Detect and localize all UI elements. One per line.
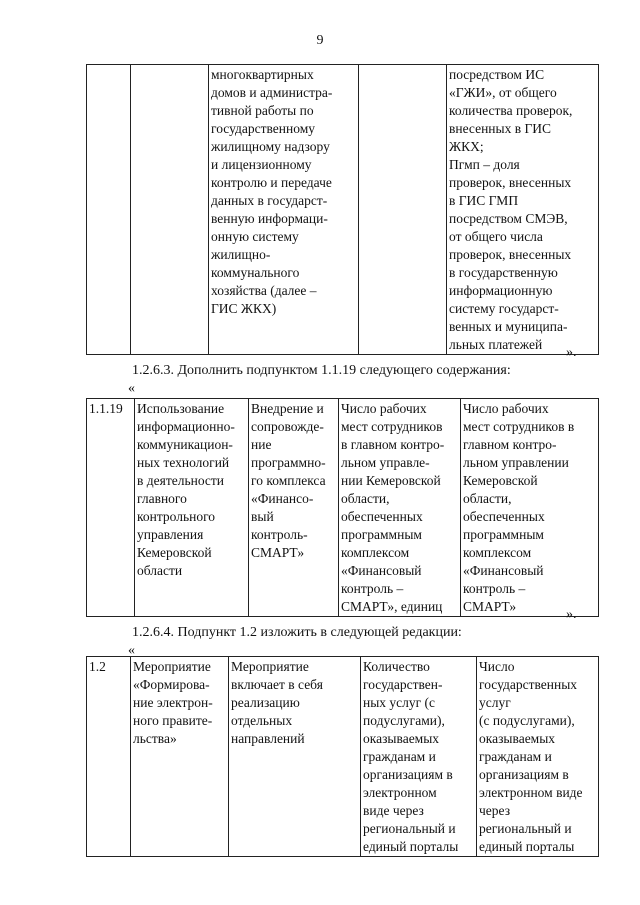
closing-quote: ».: [566, 345, 577, 360]
opening-quote: «: [128, 643, 135, 658]
table-cell: Число рабочих мест сотрудников в главном контро- льном управле- нии Кемеровской области, обеспеченных программным комплексом «Финансовый контроль – СМАРТ», единиц: [339, 399, 461, 617]
table-cell: 1.2: [87, 657, 131, 857]
table-row: [87, 65, 599, 355]
table-continuation: [86, 64, 599, 355]
table-cell: Мероприятие включает в себя реализацию отдельных направлений: [229, 657, 361, 857]
table-cell: Число государственных услуг (с подуслугами), оказываемых гражданам и организациям в электронном виде через региональный и единый порталы: [477, 657, 599, 857]
table-cell: Использование информационно- коммуникацион- ных технологий в деятельности главного контрольного управления Кемеровской области: [135, 399, 249, 617]
paragraph-1-2-6-3: 1.2.6.3. Дополнить подпунктом 1.1.19 следующего содержания:: [132, 363, 511, 378]
table-row: [87, 657, 599, 857]
table-cell: Количество государствен- ных услуг (с подуслугами), оказываемых гражданам и организациям в электронном виде через региональный и единый порталы: [361, 657, 477, 857]
table-cell: 1.1.19: [87, 399, 135, 617]
table-cell: Внедрение и сопровожде- ние программно- го комплекса «Финансо- вый контроль- СМАРТ»: [249, 399, 339, 617]
table-cell: посредством ИС «ГЖИ», от общего количества проверок, внесенных в ГИС ЖКХ; Пгмп – доля проверок, внесенных в ГИС ГМП посредством СМЭВ, от общего числа проверок, внесенных в государственную информационную систему государст- венных и муниципа- льных платежей: [447, 65, 599, 355]
table-cell: [87, 65, 131, 355]
table-subitem-1-2: [86, 656, 599, 857]
table-subitem-1-1-19: [86, 398, 599, 617]
opening-quote: «: [128, 381, 135, 396]
table-cell: Число рабочих мест сотрудников в главном контро- льном управлении Кемеровской области, обеспеченных программным комплексом «Финансовый контроль – СМАРТ»: [461, 399, 599, 617]
closing-quote: ».: [566, 607, 577, 622]
table-cell: [131, 65, 209, 355]
paragraph-1-2-6-4: 1.2.6.4. Подпункт 1.2 изложить в следующей редакции:: [132, 625, 462, 640]
table-cell: многоквартирных домов и администра- тивной работы по государственному жилищному надзору и лицензионному контролю и передаче данных в государст- венную информаци- онную систему жилищно- коммунального хозяйства (далее – ГИС ЖКХ): [209, 65, 359, 355]
table-cell: [359, 65, 447, 355]
table-cell: Мероприятие «Формирова- ние электрон- ного правите- льства»: [131, 657, 229, 857]
table-row: [87, 399, 599, 617]
page-number: 9: [316, 33, 324, 48]
